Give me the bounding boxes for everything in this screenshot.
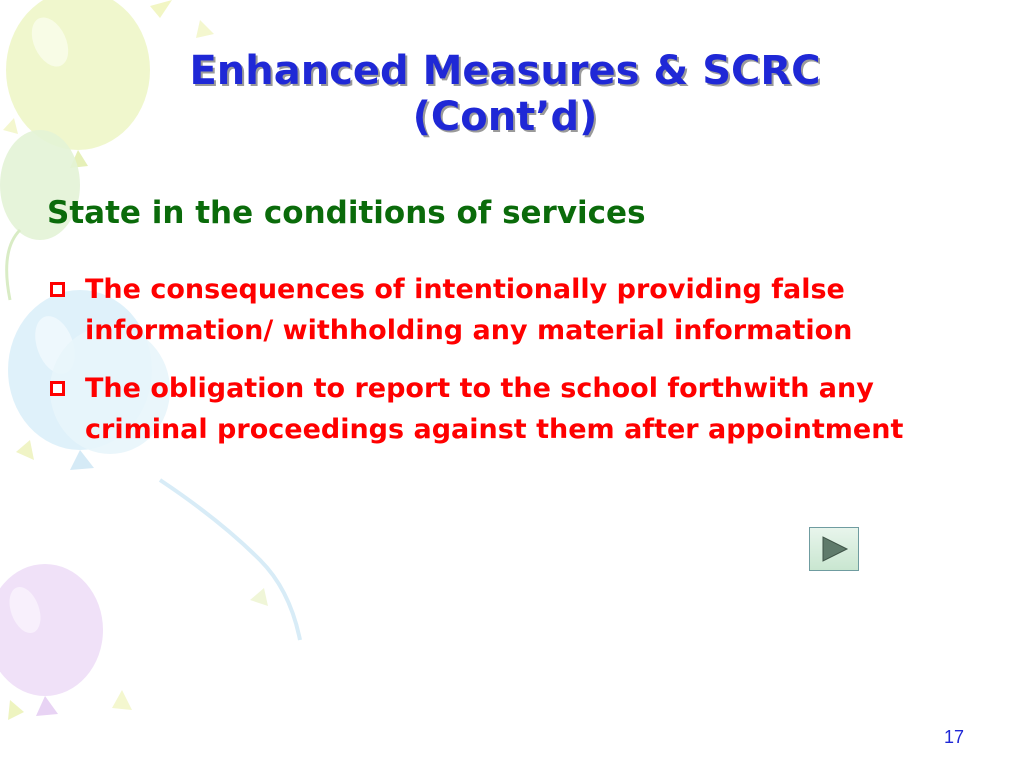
slide-title-line-2: (Cont’d) (412, 94, 598, 140)
next-slide-button[interactable] (809, 527, 859, 571)
slide-subtitle: State in the conditions of services (47, 195, 646, 231)
bullet-text: The obligation to report to the school forthwith any criminal proceedings against them after appointment (85, 373, 904, 445)
play-triangle-icon (810, 528, 858, 570)
bullet-text: The consequences of intentionally providing false information/ withholding any material information (85, 274, 853, 346)
slide-title-line-1: Enhanced Measures & SCRC (189, 48, 821, 94)
bullet-list (47, 270, 967, 468)
bullet-item (47, 369, 967, 450)
slide-title (0, 48, 1010, 140)
page-number: 17 (943, 727, 964, 747)
bullet-item (47, 270, 967, 351)
square-bullet-icon (50, 381, 65, 396)
square-bullet-icon (50, 282, 65, 297)
